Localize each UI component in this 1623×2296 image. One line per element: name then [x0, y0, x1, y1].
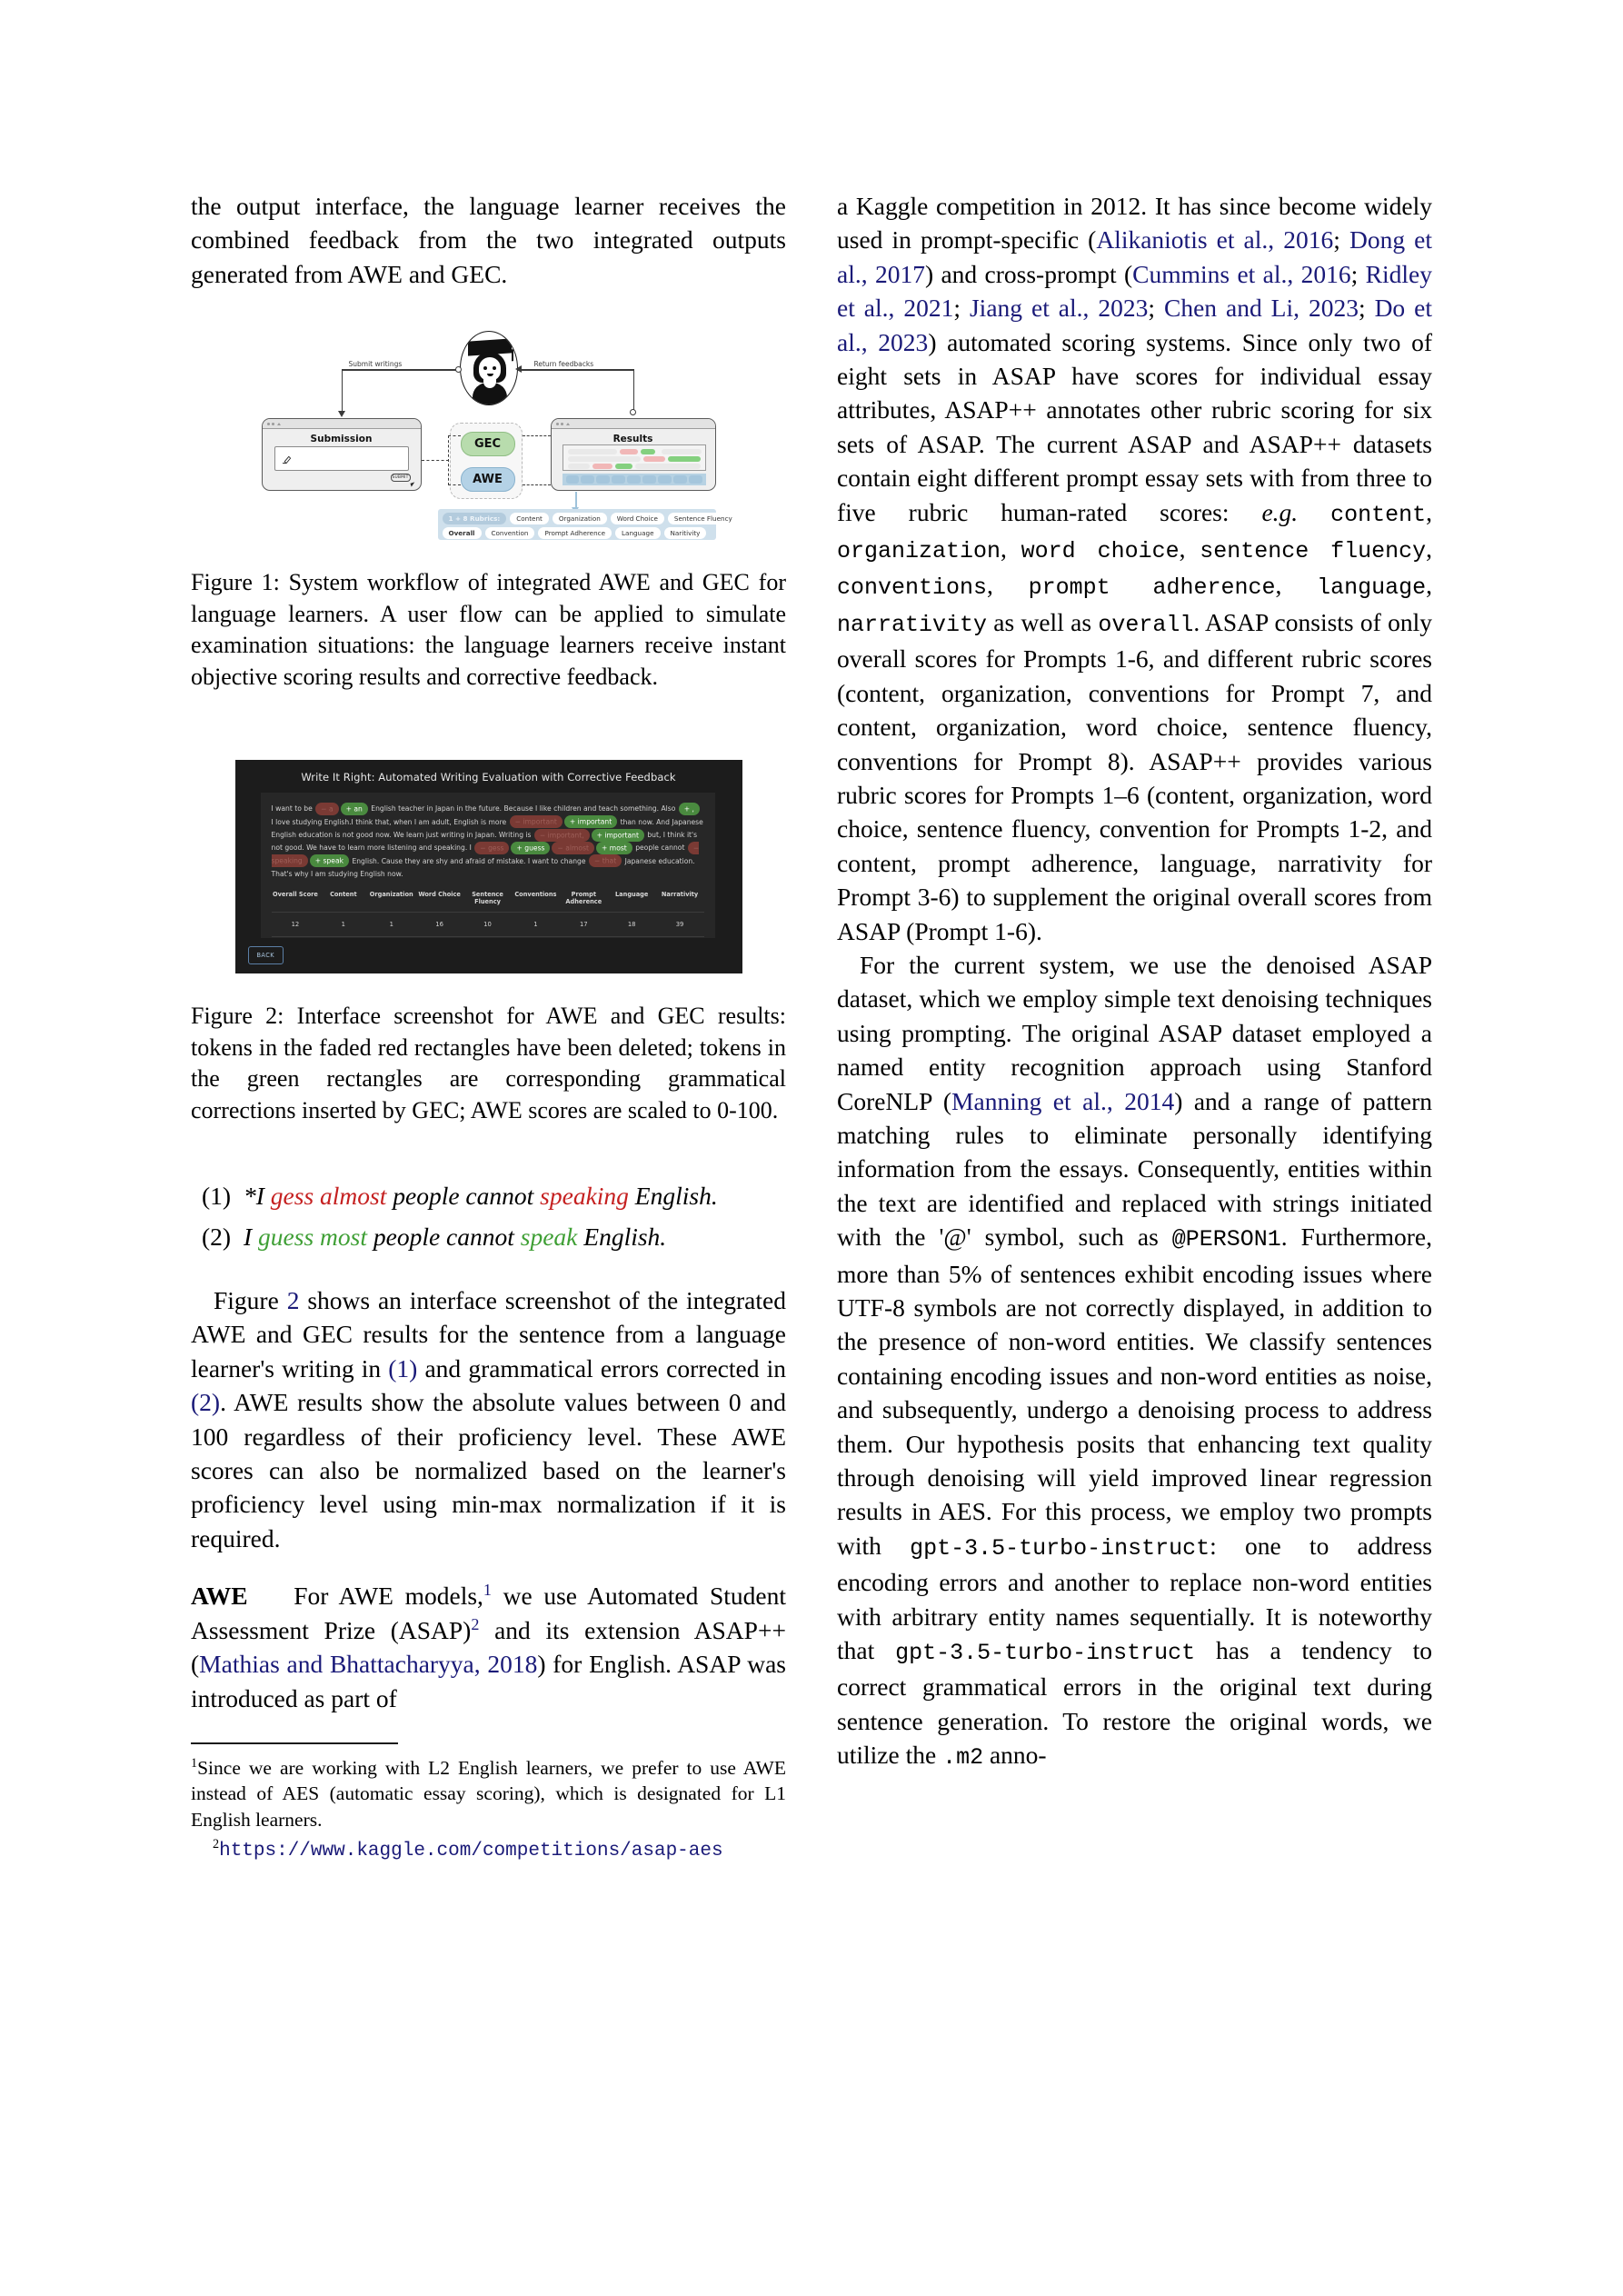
dashed-connector-split	[448, 435, 449, 485]
two-column-layout	[191, 189, 1432, 2187]
window-titlebar	[552, 419, 715, 429]
paragraph-awe-section	[191, 1579, 786, 1715]
arrowhead-return	[515, 365, 522, 373]
deleted-token-chip: − important	[510, 815, 563, 828]
rubrics-panel	[438, 509, 732, 540]
figure-1-image	[191, 331, 786, 540]
footnote-2	[191, 1836, 786, 1865]
text-run: For the current system, we use the denoised ASAP dataset, which we employ simple text denoising techniques using prompting. The original ASAP dataset employed a named entity recognition approach using Stanford CoreNLP (	[837, 950, 1432, 1115]
results-title: Results	[612, 434, 653, 445]
submit-writings-label: Submit writings	[348, 360, 403, 369]
rubric-chip: Prompt Adherence	[538, 527, 612, 539]
deleted-token-chip: − that	[589, 854, 622, 867]
error-token: gess almost	[270, 1182, 387, 1211]
section-heading-awe: AWE	[191, 1582, 248, 1611]
app-title: Write It Right: Automated Writing Evaluation with Corrective Feedback	[301, 771, 676, 784]
citation-link[interactable]: Cummins et al., 2016	[1132, 259, 1351, 288]
text-run: ;	[1148, 294, 1164, 323]
text-run: For AWE models,	[294, 1582, 483, 1611]
text-run: ,	[1179, 534, 1200, 564]
awe-score-preview	[563, 474, 706, 485]
annotated-essay-text: I want to be − a + an English teacher in Japan in the future. Because I like children and teach something. Also + , I love studying English.I think that, when I am adult, English is more − important + important than now. And Japanese English education is not good now. We learn just writing in Japan. Writing is − important, + important but, I think it's not good. We have to learn more listening and speaking. I − gess + guess − almost + most people cannot − speaking + speak English. Cause they are shy and afraid of mistake. I want to change − that Japanese education. That's why I am studying English now.	[261, 793, 715, 881]
text-run: ,	[1275, 571, 1318, 600]
window-dot-icon	[561, 423, 563, 425]
text-run: . AWE results show the absolute values between 0 and 100 regardless of their proficiency level. These AWE scores can also be normalized based on the learner's proficiency level using min-max normalization if it is required.	[191, 1388, 786, 1552]
footnote-number: 1	[191, 1755, 198, 1771]
text-run: ;	[953, 294, 970, 323]
footnote-separator	[191, 1742, 398, 1744]
score-cell: 16	[435, 920, 443, 928]
score-cell: 1	[341, 920, 345, 928]
inserted-token-chip: + guess	[511, 842, 550, 854]
window-triangle-icon	[277, 423, 281, 425]
pencil-icon	[281, 454, 293, 464]
text-run: ) automated scoring systems. Since only two of eight sets in ASAP have scores for individual essay attributes, ASAP++ annotates other rubric scoring for six sets of ASAP. The current ASAP and ASAP++ datasets contain eight different prompt essay sets with from three to five rubric human-rated scores:	[837, 327, 1432, 526]
figure-2-caption: Figure 2: Interface screenshot for AWE and GEC results: tokens in the faded red rectangles have been deleted; tokens in the green rectangles are corresponding grammatical corrections inserted by GEC; AWE scores are scaled to 0-100.	[191, 1003, 786, 1123]
inserted-token-chip: + speak	[310, 854, 349, 867]
rubric-name-mono: word choice	[1021, 538, 1180, 565]
window-dot-icon	[556, 423, 559, 425]
citation-link[interactable]: Do et al., 2023	[837, 294, 1432, 356]
score-column-header: Language	[614, 890, 649, 898]
text-run: ,	[1426, 571, 1433, 600]
text-run: . Furthermore, more than 5% of sentences exhibit encoding issues where UTF-8 symbols are not correctly displayed, in addition to the presence of non-word entities. We classify sentences containing encoding issues and non-word entities as noise, and subsequently, undergo a denoising process to address them. Our hypothesis posits that enhancing text quality through denoising will yield improved linear regression results in AES. For this process, we employ two prompts with	[837, 1223, 1432, 1560]
text-run: . ASAP consists of only overall scores for Prompts 1-6, and different rubric scores (content, organization, conventions for Prompt 7, and content, organization, word choice, sentence fluency, conventions for Prompt 8). ASAP++ provides various rubric scores for Prompts 1–6 (content, organization, word choice, sentence fluency, convention for Prompts 1-2, and content, prompt adherence, language, narrativity for Prompt 3-6) to supplement the original overall scores from ASAP (Prompt 1-6).	[837, 607, 1432, 945]
inserted-token-chip: + an	[341, 803, 368, 815]
deleted-token-chip: − speaking	[272, 842, 700, 867]
score-table-header	[272, 891, 704, 913]
example-item	[191, 1220, 786, 1253]
text-run: a Kaggle competition in 2012. It has since become widely used in prompt-specific (	[837, 192, 1432, 255]
latin-abbrev: e.g.	[1261, 497, 1299, 526]
footnote-number: 2	[213, 1836, 220, 1852]
text-run: ,	[1426, 497, 1433, 526]
corrected-token: guess most	[258, 1222, 367, 1251]
deleted-token-chip: − gess	[474, 842, 509, 854]
citation-link[interactable]: Mathias and Bhattacharyya, 2018	[199, 1650, 538, 1679]
flow-node-submit	[455, 366, 462, 373]
score-column-header: Content	[330, 890, 357, 898]
dashed-connector-gec	[448, 435, 461, 436]
citation-link[interactable]: Chen and Li, 2023	[1163, 294, 1359, 323]
score-cell: 12	[291, 920, 300, 928]
rubric-name-mono: content	[1330, 501, 1427, 528]
example-reference-link[interactable]: (1)	[388, 1353, 418, 1383]
return-feedbacks-label: Return feedbacks	[533, 360, 594, 369]
text-run: anno-	[983, 1741, 1047, 1770]
text-run: as well as	[987, 607, 1099, 636]
gec-model-node: GEC	[461, 432, 515, 456]
submit-button[interactable]: SUBMIT	[391, 474, 411, 482]
text-run: ,	[1426, 534, 1433, 564]
rubric-name-mono: narrativity	[837, 611, 988, 638]
rubric-chip: Naritivity	[664, 527, 707, 539]
corrected-token: speak	[520, 1222, 578, 1251]
rubric-chip: Content	[510, 513, 549, 524]
paragraph-asap-background	[837, 189, 1432, 948]
paragraph-denoising	[837, 948, 1432, 1775]
flow-node-return	[630, 409, 636, 415]
submission-title: Submission	[310, 434, 373, 445]
window-dot-icon	[267, 423, 270, 425]
rubric-chip-overall: Overall	[443, 527, 482, 539]
citation-link[interactable]: Alikaniotis et al., 2016	[1096, 225, 1334, 255]
text-run: ) and a range of pattern matching rules to eliminate personally identifying information from the essays. Consequently, entities within the text are identified and replaced with strings initiated with the '@' symbol, such as	[837, 1086, 1433, 1252]
score-cell: 18	[627, 920, 636, 928]
score-column-header: Overall Score	[273, 890, 318, 898]
back-button[interactable]: BACK	[248, 946, 284, 964]
score-column-header: Sentence Fluency	[472, 890, 503, 905]
score-column-header: Organization	[369, 890, 413, 898]
essay-input-area[interactable]	[274, 446, 409, 471]
flow-line-return	[518, 369, 634, 370]
error-token: speaking	[540, 1182, 629, 1211]
rubric-chip: Language	[615, 527, 660, 539]
score-cell: 1	[533, 920, 538, 928]
score-cell: 39	[675, 920, 684, 928]
footnote-marker-1[interactable]: 1	[483, 1581, 492, 1600]
example-text: I guess most people cannot speak English.	[244, 1222, 667, 1251]
flow-line-submit-down	[342, 369, 343, 413]
rubrics-row-1	[443, 513, 732, 524]
text-run: we use Automated Student Assessment Prize (ASAP)	[191, 1582, 786, 1644]
arrowhead-submit	[338, 411, 345, 417]
learner-avatar-icon	[460, 331, 518, 405]
footnote-text: Since we are working with L2 English learners, we prefer to use AWE instead of AES (automatic essay scoring), which is designated for L1 English learners.	[191, 1756, 786, 1831]
entity-placeholder-mono: @PERSON1	[1171, 1226, 1281, 1253]
awe-model-node: AWE	[461, 467, 515, 492]
rubric-chip: Sentence Fluency	[668, 513, 739, 524]
rubrics-row-2	[443, 527, 712, 539]
citation-link[interactable]: Dong et al., 2017	[837, 225, 1433, 288]
dashed-connector-awe-out	[523, 484, 551, 485]
results-card	[261, 793, 715, 938]
deleted-token-chip: − almost	[552, 842, 594, 854]
cursor-icon	[410, 483, 415, 487]
rubric-name-mono: organization	[837, 538, 1001, 565]
gec-output-preview	[563, 444, 706, 471]
text-run: ) for English. ASAP was introduced as part of	[191, 1650, 786, 1712]
footnote-1	[191, 1755, 786, 1833]
right-column	[837, 189, 1432, 2187]
text-run: ,	[1001, 534, 1021, 564]
example-number: (2)	[202, 1222, 232, 1251]
dashed-connector-gec-out	[523, 435, 551, 436]
deleted-token-chip: − a	[315, 803, 338, 815]
text-run: ;	[1358, 294, 1375, 323]
inserted-token-chip: + important	[564, 815, 617, 828]
text-run: has a tendency to correct grammatical errors in the original text during sentence generation. To restore the original words, we utilize the	[837, 1636, 1432, 1770]
left-column	[191, 189, 786, 2187]
window-titlebar	[263, 419, 421, 429]
figure-reference-link[interactable]: 2	[286, 1286, 300, 1315]
figure-1-caption: Figure 1: System workflow of integrated AWE and GEC for language learners. A user flow can be applied to simulate examination situations: the language learners receive instant objective scoring results and corrective feedback.	[191, 569, 786, 690]
citation-link[interactable]: Ridley et al., 2021	[837, 259, 1432, 323]
flow-line-return-down	[633, 369, 634, 413]
figure-2-image	[191, 760, 786, 973]
rubric-name-mono: language	[1317, 574, 1427, 602]
dashed-connector-awe	[448, 484, 461, 485]
text-run: and its extension ASAP++ (	[191, 1615, 786, 1679]
text-run: and grammatical errors corrected in	[417, 1353, 786, 1383]
file-extension-mono: .m2	[942, 1744, 984, 1772]
rubric-chip: Word Choice	[611, 513, 664, 524]
text-run: ) and cross-prompt (	[924, 259, 1133, 288]
rubric-chip: Convention	[485, 527, 535, 539]
example-text: *I gess almost people cannot speaking English.	[244, 1182, 718, 1211]
rubric-name-mono: overall	[1098, 611, 1194, 638]
score-column-header: Conventions	[514, 890, 557, 898]
score-cell: 17	[579, 920, 588, 928]
score-column-header: Word Choice	[418, 890, 461, 898]
example-number: (1)	[202, 1182, 232, 1211]
citation-link[interactable]: Manning et al., 2014	[951, 1086, 1175, 1115]
score-column-header: Prompt Adherence	[565, 890, 602, 905]
footnote-url-link[interactable]: https://www.kaggle.com/competitions/asap-aes	[219, 1841, 723, 1862]
text-run: : one to address encoding errors and another to replace non-word entities with arbitrary entity names sequentially. It is noteworthy that	[837, 1531, 1433, 1665]
score-table-row	[272, 913, 704, 937]
arrow-to-rubrics-icon	[575, 492, 577, 508]
footnote-marker-2[interactable]: 2	[471, 1614, 480, 1633]
text-run: Figure	[214, 1286, 287, 1315]
example-item	[191, 1179, 786, 1213]
inserted-token-chip: + ,	[679, 803, 700, 815]
example-reference-link[interactable]: (2)	[191, 1388, 221, 1417]
submission-window	[262, 418, 422, 491]
citation-link[interactable]: Jiang et al., 2023	[969, 294, 1149, 323]
deleted-token-chip: − important,	[534, 829, 590, 842]
rubrics-count-label: 1 + 8 Rubrics:	[443, 513, 507, 524]
score-cell: 10	[483, 920, 492, 928]
text-run: ,	[987, 571, 1029, 600]
flow-line-submit	[342, 369, 460, 370]
dashed-connector-in	[422, 460, 449, 461]
text-run: shows an interface screenshot of the integrated AWE and GEC results for the sentence from a language learner's writing in	[191, 1286, 786, 1383]
text-run: ;	[1350, 259, 1366, 288]
rubric-name-mono: conventions	[837, 574, 988, 602]
score-table	[272, 891, 704, 937]
rubric-name-mono: prompt adherence	[1028, 574, 1276, 602]
paragraph-figure2-discussion	[191, 1283, 786, 1555]
results-window	[551, 418, 716, 491]
window-dot-icon	[272, 423, 274, 425]
rubric-chip: Organization	[553, 513, 607, 524]
model-name-mono: gpt-3.5-turbo-instruct	[910, 1534, 1210, 1562]
model-pipeline-group	[450, 423, 523, 499]
inserted-token-chip: + most	[596, 842, 632, 854]
text-run: ;	[1333, 225, 1349, 255]
paragraph-continuation: the output interface, the language learner receives the combined feedback from the two integrated outputs generated from AWE and GEC.	[191, 192, 786, 288]
window-triangle-icon	[566, 423, 570, 425]
inserted-token-chip: + important	[592, 829, 644, 842]
score-cell: 1	[389, 920, 393, 928]
score-column-header: Narrativity	[661, 890, 699, 898]
model-name-mono: gpt-3.5-turbo-instruct	[895, 1640, 1196, 1667]
rubric-name-mono: sentence fluency	[1200, 538, 1427, 565]
numbered-examples	[191, 1179, 786, 1253]
